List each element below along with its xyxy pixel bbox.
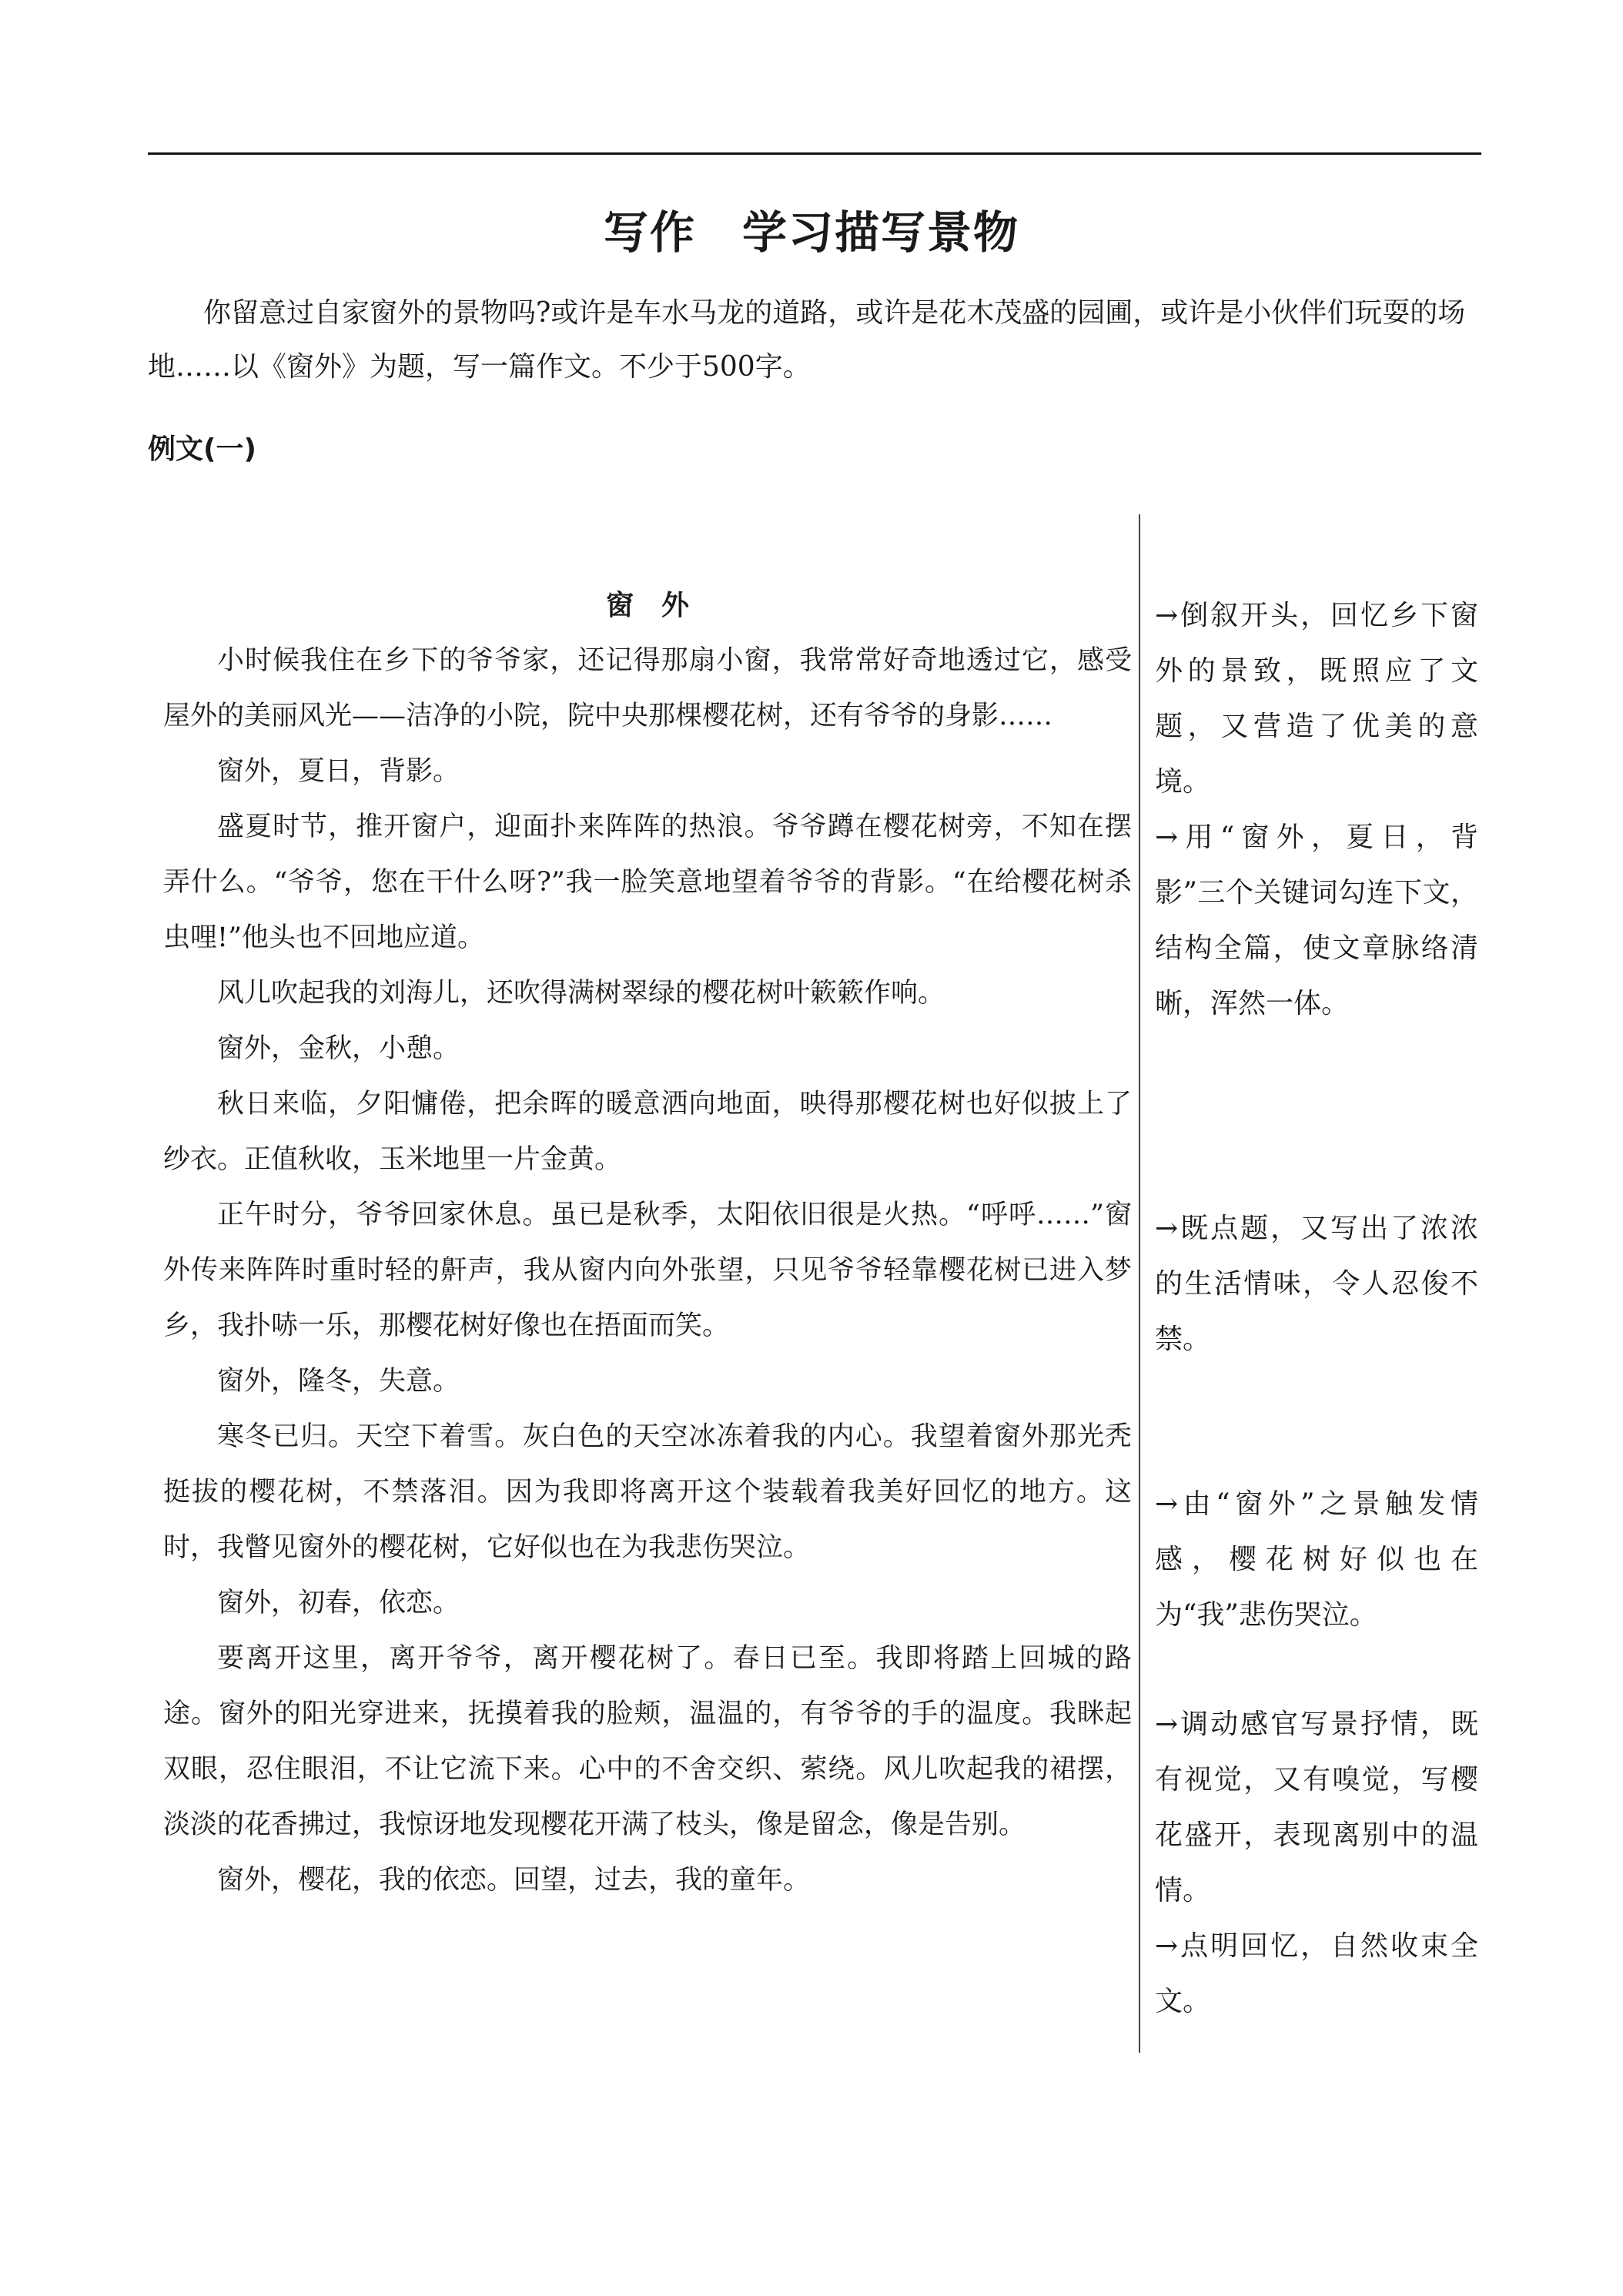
margin-note: →点明回忆，自然收束全文。: [1155, 1930, 1478, 2017]
header-rule: [148, 152, 1481, 155]
essay-paragraph: 风儿吹起我的刘海儿，还吹得满树翠绿的樱花树叶簌簌作响。: [217, 978, 945, 1009]
column-divider: [1139, 514, 1140, 2053]
essay-paragraph: 窗外，樱花，我的依恋。回望，过去，我的童年。: [217, 1865, 811, 1896]
essay-paragraph: 秋日来临，夕阳慵倦，把余晖的暖意洒向地面，映得那樱花树也好似披上了纱衣。正值秋收，玉米地里一片金黄。: [163, 1089, 1132, 1175]
assignment-prompt: 你留意过自家窗外的景物吗?或许是车水马龙的道路，或许是花木茂盛的园圃，或许是小伙伴们玩耍的场地……以《窗外》为题，写一篇作文。不少于500字。: [148, 297, 1466, 383]
essay-paragraph: 正午时分，爷爷回家休息。虽已是秋季，太阳依旧很是火热。“呼呼……”窗外传来阵阵时重时轻的鼾声，我从窗内向外张望，只见爷爷轻靠樱花树已进入梦乡，我扑哧一乐，那樱花树好像也在捂面而笑。: [163, 1200, 1132, 1341]
essay-paragraph: 窗外，金秋，小憩。: [217, 1033, 460, 1064]
margin-note: →既点题，又写出了浓浓的生活情味，令人忍俊不禁。: [1155, 1213, 1478, 1355]
essay-paragraph: 寒冬已归。天空下着雪。灰白色的天空冰冻着我的内心。我望着窗外那光秃挺拔的樱花树，不禁落泪。因为我即将离开这个装载着我美好回忆的地方。这时，我瞥见窗外的樱花树，它好似也在为我悲伤哭泣。: [163, 1421, 1132, 1563]
essay-paragraph: 窗外，夏日，背影。: [217, 756, 460, 787]
essay-paragraph: 小时候我住在乡下的爷爷家，还记得那扇小窗，我常常好奇地透过它，感受屋外的美丽风光——洁净的小院，院中央那棵樱花树，还有爷爷的身影……: [163, 645, 1132, 731]
margin-note: →倒叙开头，回忆乡下窗外的景致，既照应了文题，又营造了优美的意境。: [1155, 600, 1478, 798]
essay-paragraph: 要离开这里，离开爷爷，离开樱花树了。春日已至。我即将踏上回城的路途。窗外的阳光穿进来，抚摸着我的脸颊，温温的，有爷爷的手的温度。我眯起双眼，忍住眼泪，不让它流下来。心中的不舍交织、萦绕。风儿吹起我的裙摆，淡淡的花香拂过，我惊讶地发现樱花开满了枝头，像是留念，像是告别。: [163, 1643, 1132, 1840]
essay-paragraph: 盛夏时节，推开窗户，迎面扑来阵阵的热浪。爷爷蹲在樱花树旁，不知在摆弄什么。“爷爷，您在干什么呀?”我一脸笑意地望着爷爷的背影。“在给樱花树杀虫哩!”他头也不回地应道。: [163, 812, 1132, 953]
margin-note: →调动感官写景抒情，既有视觉，又有嗅觉，写樱花盛开，表现离别中的温情。: [1155, 1709, 1478, 1906]
essay-paragraph: 窗外，隆冬，失意。: [217, 1366, 460, 1397]
margin-note: →由“窗外”之景触发情感，樱花树好似也在为“我”悲伤哭泣。: [1155, 1488, 1478, 1631]
essay-title: 窗 外: [605, 590, 689, 621]
margin-note: →用“窗外，夏日，背影”三个关键词勾连下文，结构全篇，使文章脉络清晰，浑然一体。: [1155, 822, 1478, 1019]
essay-body: [163, 579, 1132, 1908]
essay-paragraph: 窗外，初春，依恋。: [217, 1588, 460, 1618]
page-title: 写作 学习描写景物: [603, 206, 1019, 259]
example-label: 例文(一): [148, 433, 256, 465]
